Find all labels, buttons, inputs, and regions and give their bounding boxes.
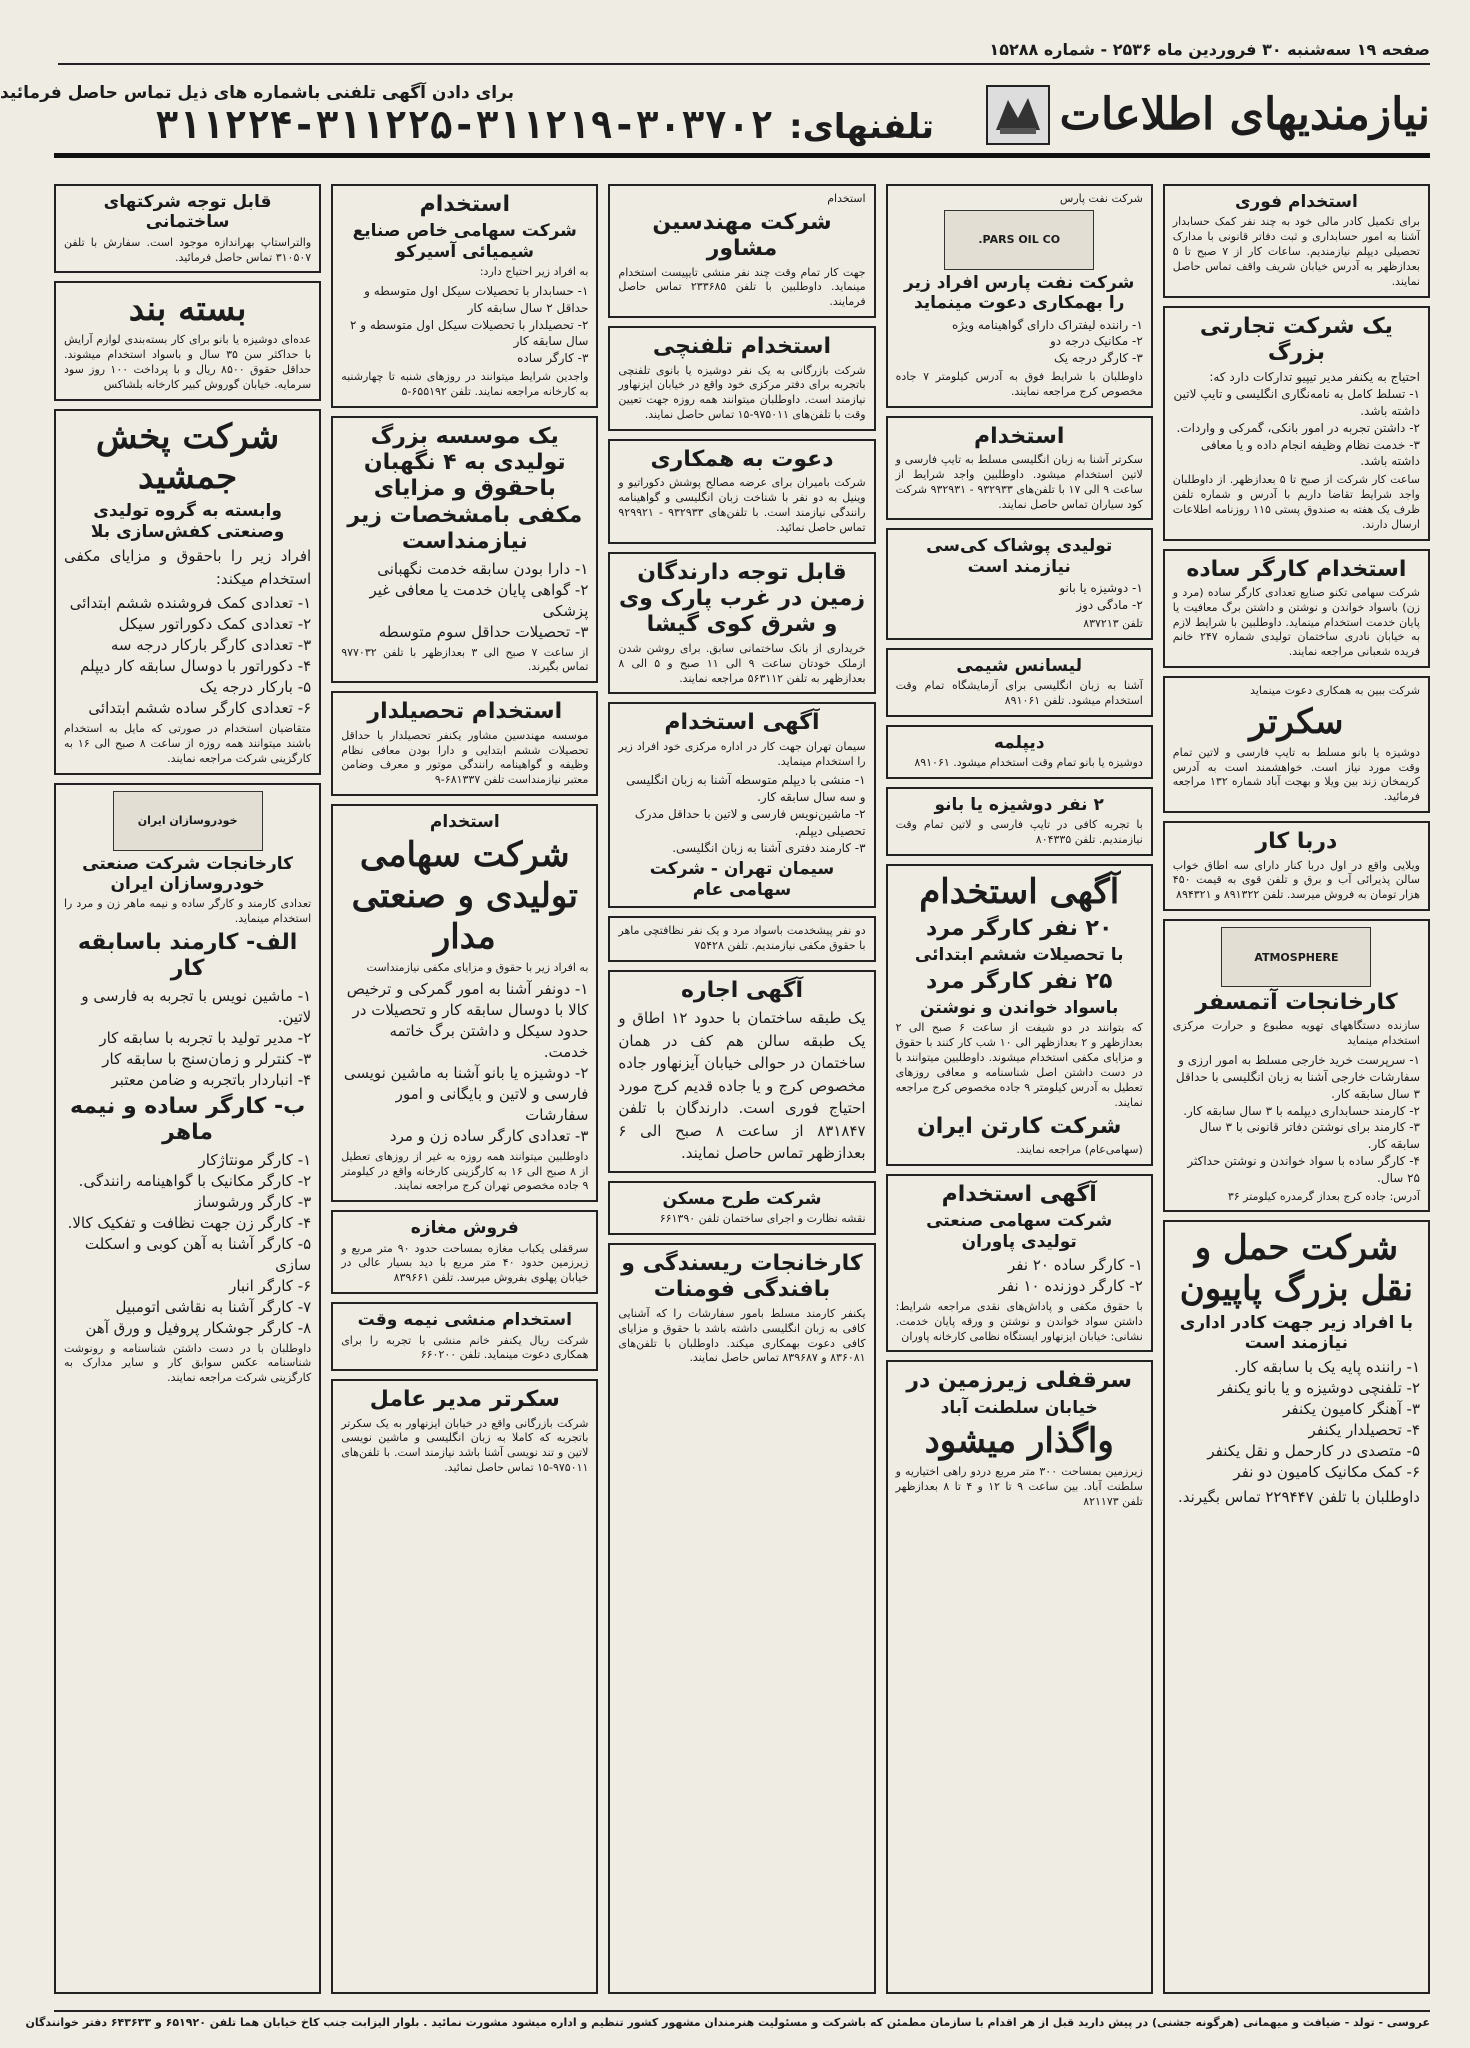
ad-body: یک طبقه ساختمان با حدود ۱۲ اطاق و یک طبقه سالن هم کف در همان ساختمان در حوالی خیابان آیزنهاور جاده مخصوص کرج و یا جاده قدیم کرج مورد احتیاج فوری است. دارندگان با تلفن ۸۳۱۸۴۷ از ساعت ۸ صبح الی ۶ بعدازظهر تماس حاصل نمایند.: [618, 1009, 866, 1163]
list-item: ۶- کمک مکانیک کامیون دو نفر: [1233, 1462, 1420, 1481]
ad-body: شرکت بازرگانی به یک نفر دوشیزه یا بانوی تلفنچی باتجربه برای دفتر مرکزی خود واقع در خیابان ایزنهاور نیازمند است. داوطلبان میتوانند همه روزه جهت تعیین وقت با تلفن‌های ۹۷۵۰۱۱-۱۵ تماس حاصل نمایند.: [618, 363, 866, 422]
list-item: ۲- ماشین‌نویس فارسی و لاتین با حداقل مدرک تحصیلی دیپلم.: [634, 807, 866, 838]
ad-clothing: [886, 528, 1153, 639]
list-item: ۲- تعدادی کمک دکوراتور سیکل: [118, 615, 312, 634]
ad-street: خیابان سلطنت آباد: [940, 1397, 1098, 1418]
ad-intro: شرکت ببین به همکاری دعوت مینماید: [1250, 684, 1420, 698]
ad-pars-oil: [886, 184, 1153, 408]
ad-title: آگهی استخدام: [664, 710, 820, 736]
list-item: ۱- سرپرست خرید خارجی مسلط به امور ارزی و سفارشات خارجی آشنا به زبان انگلیسی با حداقل ۳ سال سابقه کار.: [1175, 1053, 1420, 1101]
ad-cement: [608, 702, 875, 908]
ad-head: ۲۵ نفر کارگر مرد: [925, 968, 1113, 994]
ad-construction: [54, 184, 321, 273]
list-item: ۵- متصدی در کارحمل و نقل یکنفر: [1207, 1441, 1420, 1460]
ad-body: شرکت ریال یکنفر خانم منشی با تجربه را برای همکاری دعوت مینماید. تلفن ۶۶۰۲۰۰: [341, 1333, 589, 1362]
ad-title: شرکت مهندسین مشاور: [652, 209, 832, 262]
list-item: ۱- راننده لیفتراک دارای گواهینامه ویژه: [952, 317, 1143, 332]
ad-body: داوطلبان با شرایط فوق به آدرس کیلومتر ۷ جاده مخصوص کرج مراجعه نمایند.: [895, 370, 1143, 398]
ad-title: فروش مغازه: [410, 1218, 519, 1239]
list-item: ۶- تعدادی کارگر ساده ششم ابتدائی: [88, 699, 312, 718]
ad-transport: [1163, 1220, 1430, 1994]
page-info-bar: [58, 40, 1430, 65]
list-item: ۵- کارگر آشنا به آهن کوبی و اسکلت سازی: [84, 1234, 312, 1274]
ad-body: آشنا به زبان انگلیسی برای آزمایشگاه تمام وقت استخدام میشود. تلفن ۸۹۱۰۶۱: [895, 679, 1143, 707]
ad-title: آگهی اجاره: [680, 977, 804, 1003]
ad-body: ساعت کار شرکت از صبح تا ۵ بعدازظهر. از داوطلبان واجد شرایط تقاضا داریم با آدرس و شماره تلفن ظرف یک هفته به صندوق پستی ۱۱۵ روزنامه اطلاعات ارسال دارند.: [1172, 473, 1420, 531]
ad-intro: شرکت نفت پارس افراد زیر را بهمکاری دعوت مینماید: [904, 272, 1135, 314]
list-item: ۲- داشتن تجربه در امور بانکی، گمرکی و واردات.: [1176, 420, 1420, 435]
section-heading: ب- کارگر ساده و نیمه ماهر: [69, 1093, 306, 1146]
ad-title: کارخانجات ریسندگی و بافندگی فومنات: [621, 1251, 863, 1303]
ad-title: دیپلمه: [993, 732, 1045, 753]
list-item: ۱- تعدادی کمک فروشنده ششم ابتدائی: [69, 594, 312, 613]
list-item: احتیاج به یکنفر مدیر تیپیو تدارکات دارد که:: [1209, 370, 1420, 385]
ad-columns: [54, 184, 1430, 1994]
ad-title: شرکت حمل و نقل بزرگ پاپیون: [1179, 1228, 1414, 1310]
ad-villa: [1163, 821, 1430, 911]
ad-land: [608, 552, 875, 695]
ad-estekhdam: [886, 416, 1153, 521]
ad-fouri: [1163, 184, 1430, 298]
ad-body: واجدین شرایط میتوانند در روزهای شنبه تا چهارشنبه به کارخانه مراجعه نمایند. تلفن ۶۵۵۱۹۲-۵: [341, 370, 589, 398]
ad-telephonist: [608, 326, 875, 431]
ad-body: جهت کار تمام وقت چند نفر منشی تایپیست استخدام مینماید. داوطلبین با تلفن ۲۳۳۶۸۵ تماس حاصل فرمایند.: [618, 265, 866, 309]
list-item: ۳- تعدادی کارگر ساده زن و مرد: [389, 1126, 589, 1145]
list-item: ۳- تعدادی کارگر بارکار درجه سه: [110, 636, 312, 655]
ad-housing-design: [608, 1181, 875, 1235]
ad-subtitle: شرکت سهامی خاص صنایع شیمیائی آسیرکو: [352, 221, 577, 262]
ad-pavaran: [886, 1174, 1153, 1353]
list-item: ۲- تحصیلدار با تحصیلات سیکل اول متوسطه و ۲ سال سابقه کار: [349, 317, 589, 349]
ad-subtitle: شرکت سهامی صنعتی تولیدی پاوران: [926, 1211, 1113, 1252]
list-item: ۲- دوشیزه یا بانو آشنا به ماشین نویسی فارسی و لاتین و بایگانی و امور سفارشات: [343, 1063, 589, 1124]
ad-two-ladies: [886, 787, 1153, 856]
ad-body: متقاضیان استخدام در صورتی که مایل به استخدام باشند میتوانند همه روزه از ساعت ۸ صبح الی ۱۶ به کارگزینی شرکت مراجعه نمایند.: [63, 722, 312, 765]
list-item: ۳- خدمت نظام وظیفه انجام داده و یا معافی داشته باشد.: [1200, 437, 1420, 469]
footer-strip: [25, 2010, 1430, 2029]
ad-body: داوطلبین میتوانند همه روزه به غیر از روزهای تعطیل از ۸ صبح الی ۱۶ به کارگزینی کارخانه واقع در کیلومتر ۹ جاده مخصوص تهران کرج مراجعه نمایند.: [341, 1149, 589, 1193]
ad-title: سرقفلی زیرزمین در: [906, 1368, 1133, 1394]
ad-iran-khodro: [54, 783, 321, 1994]
ad-title: آگهی استخدام: [919, 872, 1120, 913]
column-4: [331, 184, 598, 1994]
ad-title: دربا کار: [1255, 829, 1338, 855]
ad-body: خریداری از بانک ساختمانی سابق. برای روشن شدن ازملک خودتان ساعت ۹ الی ۱۱ صبح و ۵ الی ۸ بعدازظهر به تلفن ۵۶۳۱۱۲ مراجعه نمایند.: [618, 641, 866, 685]
list-item: ۳- کنترلر و زمان‌سنج با سابقه کار: [102, 1049, 312, 1068]
ad-title: استخدام تلفنچی: [652, 334, 832, 360]
masthead-title: نیازمندیهای اطلاعات: [1059, 89, 1430, 140]
list-item: ۷- کارگر آشنا به نقاشی اتومبیل: [115, 1297, 312, 1316]
ad-rent: [608, 970, 875, 1173]
column-2: [886, 184, 1153, 1994]
list-item: ۵- بارکار درجه یک: [199, 678, 312, 697]
ad-packer: [54, 281, 321, 400]
ad-title: استخدام منشی نیمه وقت: [357, 1310, 572, 1331]
ad-intro: به افراد زیر با حقوق و مزایای مکفی نیازمنداست: [366, 960, 589, 974]
ad-body: سیمان تهران جهت کار در اداره مرکزی خود افراد زیر را استخدام مینماید.: [618, 739, 866, 768]
ad-body: دوشیزه یا بانو مسلط به تایپ فارسی و لاتین تمام وقت مورد نیاز است. خواهشمند است به آدرس کریمخان زند بین ویلا و بهجت آباد شماره ۱۳۲ مراجعه فرمائید.: [1172, 745, 1420, 804]
ad-title: تولیدی پوشاک کی‌سی نیازمند است: [926, 536, 1113, 577]
ad-collector: [331, 691, 598, 796]
phones-value: ۳۱۱۲۲۴-۳۱۱۲۲۵-۳۱۱۲۱۹-۳۰۳۷۰۲: [155, 102, 774, 147]
section-heading: الف- کارمند باسابقه کار: [77, 930, 298, 982]
list-item: ۲- کارگر دوزنده ۱۰ نفر: [998, 1276, 1143, 1295]
ad-title: استخدام: [974, 423, 1065, 449]
ad-subtitle: با افراد زیر جهت کادر اداری نیازمند است: [1179, 1312, 1413, 1354]
ad-body: نقشه نظارت و اجرای ساختمان تلفن ۶۶۱۳۹۰: [659, 1212, 866, 1226]
ad-title: سکرتر: [1249, 702, 1344, 742]
masthead-logo-icon: [986, 85, 1050, 145]
ad-basement: [886, 1360, 1153, 1994]
ad-body: با تجربه کافی در تایپ فارسی و لاتین تمام وقت نیازمندیم. تلفن ۸۰۴۳۳۵: [895, 818, 1143, 847]
phone-line: [155, 103, 934, 147]
ad-intro: تعدادی کارمند و کارگر ساده و نیمه ماهر زن و مرد را استخدام مینماید.: [63, 897, 312, 926]
footer-text: عروسی - تولد - ضیافت و میهمانی (هرگونه جشنی) در پیش دارید قبل از هر اقدام با سازمان مطمئن که باشرکت و مسئولیت هنرمندان مشهور کشور تنظیم و اداره میشود مشورت نمائید . بلوار الیزابت جنب کاخ خیابان هما تلفن ۶۵۱۹۲۰ و ۶۴۳۶۳۳ دفتر خوانندگان: [25, 2016, 1430, 2029]
ad-ceo-secretary: [331, 1379, 598, 1994]
list-item: ۱- حسابدار با تحصیلات سیکل اول متوسطه و حداقل ۲ سال سابقه کار: [364, 284, 589, 315]
ad-subtitle: وابسته به گروه تولیدی وصنعتی کفش‌سازی بلا: [90, 501, 285, 542]
ad-body: والتراستاپ بهراندازه موجود است. سفارش با تلفن ۳۱۰۵۰۷ تماس حاصل فرمائید.: [63, 235, 312, 264]
ad-secretary: [1163, 676, 1430, 813]
list-item: ۱- منشی با دیپلم متوسطه آشنا به زبان انگلیسی و سه سال سابقه کار.: [626, 773, 866, 805]
list-item: ۱- راننده پایه یک با سابقه کار.: [1234, 1357, 1420, 1376]
masthead-header: [0, 76, 1430, 158]
ad-footer: (سهامی‌عام) مراجعه نمایند.: [1016, 1142, 1143, 1156]
masthead: [990, 76, 1430, 153]
list-item: ۴- کارگر ساده با سواد خواندن و نوشتن حداکثر ۲۵ سال.: [1187, 1153, 1420, 1185]
ad-trading-company: [1163, 306, 1430, 541]
column-5: [54, 184, 321, 1994]
ad-body: شرکت بامیران برای عرضه مصالح پوشش دکوراتیو و وینیل به دو نفر با شناخت زبان انگلیسی و گواهینامه رانندگی نیازمند است. با تلفن‌های ۹۳۲۹۳۳ - ۹۲۹۹۲۱ تماس حاصل نمائید.: [618, 476, 866, 534]
list-item: ۳- کارگر ورشوساز: [194, 1192, 312, 1211]
ad-body: دوشیزه یا بانو تمام وقت استخدام میشود. ۸۹۱۰۶۱: [914, 756, 1143, 770]
phones-label: تلفنهای:: [789, 106, 934, 147]
list-item: ۲- گواهی پایان خدمت یا معافی غیر پزشکی: [369, 580, 589, 620]
column-3: [608, 184, 875, 1994]
ad-jamshid: [54, 409, 321, 775]
ad-body: با حقوق مکفی و پاداش‌های نقدی مراجعه شرایط: داشتن سواد خواندن و نوشتن و ورقه پایان خدمت. نشانی: خیابان ایزنهاور ایستگاه نظامی کارخانه پاوران: [895, 1299, 1143, 1343]
ad-address: آدرس: جاده کرج بعداز گرمدره کیلومتر ۳۶: [1227, 1189, 1420, 1203]
list-item: ۱- کارگر ساده ۲۰ نفر: [1008, 1255, 1143, 1274]
list-item: ۲- مکانیک درجه دو: [1050, 334, 1143, 349]
ad-body: یکنفر کارمند مسلط بامور سفارشات را که آشنایی کافی به زبان انگلیسی داشته باشد با حقوق و مزایای کافی دعوت بهمکاری میکند. داوطلبان با تلفن‌های ۸۳۶۰۸۱ و ۸۳۹۶۸۷ تماس حاصل نمایند.: [618, 1306, 866, 1365]
ad-contact: داوطلبان با تلفن ۲۲۹۴۴۷ تماس بگیرند.: [1178, 1487, 1420, 1506]
ad-title: دعوت به همکاری: [650, 446, 834, 472]
ad-body: ویلایی واقع در اول دربا کنار دارای سه اطاق خواب سالن پذیرائی آب و برق و تلفن قوی به قیمت ۴۵۰ هزار تومان به فروش میرسد. تلفن ۸۹۱۳۲۲ و ۸۹۴۳۲۱: [1172, 858, 1420, 902]
list-item: ۳- کارمند دفتری آشنا به زبان انگلیسی.: [672, 840, 866, 855]
phone-note: برای دادن آگهی تلفنی باشماره های ذیل تماس حاصل فرمائید: [0, 82, 514, 103]
ad-title: آگهی استخدام: [941, 1181, 1097, 1207]
ad-sub: باسواد خواندن و نوشتن: [919, 998, 1119, 1019]
list-item: ۲- مادگی دوز: [1076, 598, 1143, 613]
ad-title: یک موسسه بزرگ تولیدی به ۴ نگهبان باحقوق و مزایای مکفی بامشخصات زیر نیازمنداست: [347, 423, 583, 555]
ad-carton-iran: [886, 864, 1153, 1166]
list-item: ۲- مدیر تولید با تجربه با سابقه کار: [99, 1028, 312, 1047]
ad-company: شرکت کارتن ایران: [917, 1113, 1122, 1139]
ad-body: شرکت سهامی تکنو صنایع تعدادی کارگر ساده (مرد و زن) باسواد خواندن و نوشتن و داشتن برگ معافیت یا پایان خدمت استخدام مینماید. داوطلبین با شرایط لازم به خیابان نادری ساختمان تولیدی شماره ۲۴۷ خانم فریده شعبانی مراجعه نمایند.: [1172, 585, 1421, 659]
ad-title: سکرتر مدیر عامل: [369, 1387, 560, 1413]
ad-chemistry: [886, 648, 1153, 717]
list-item: ۴- دکوراتور با دوسال سابقه کار دیپلم: [80, 657, 312, 676]
list-item: ۳- تحصیلات حداقل سوم متوسطه: [378, 622, 589, 641]
ad-part-time: [331, 1302, 598, 1371]
ad-label: استخدام: [827, 192, 866, 205]
ad-body: سکرتر آشنا به زبان انگلیسی مسلط به تایپ فارسی و لاتین استخدام میشود. داوطلبین واجد شرایط از ساعت ۹ الی ۱۷ با تلفن‌های ۹۳۲۹۳۳ - ۹۳۲۹۳۱ شرکت کود سیاران تماس حاصل نمایند.: [895, 453, 1143, 511]
ad-title: کارخانجات آتمسفر: [1195, 990, 1398, 1016]
list-item: ۱- دونفر آشنا به امور گمرکی و ترخیص کالا با دوسال سابقه کار و تحصیلات در حدود سیکل و داشتن برگ خاتمه خدمت.: [346, 979, 589, 1061]
ad-sub: با تحصیلات ششم ابتدائی: [914, 945, 1124, 966]
list-item: ۳- کارگر درجه یک: [1054, 351, 1143, 366]
ad-company: شرکت نفت پارس: [1059, 192, 1143, 205]
ad-diploma: [886, 725, 1153, 779]
list-item: ۳- آهنگر کامیون یکنفر: [1283, 1399, 1420, 1418]
list-item: ۱- ماشین نویس با تجربه به فارسی و لاتین.: [81, 986, 312, 1026]
list-item: ۴- کارگر زن جهت نظافت و تفکیک کالا.: [67, 1213, 312, 1232]
list-item: ۴- انباردار باتجربه و ضامن معتبر: [111, 1070, 312, 1089]
ad-guards: [331, 416, 598, 684]
ad-body: سرقفلی یکباب مغازه بمساحت حدود ۹۰ متر مربع و زیرزمین حدود ۴۰ متر مربع با دید بسیار عالی در خیابان پهلوی بفروش میرسد. تلفن ۸۳۹۶۶۱: [341, 1241, 589, 1285]
ad-small: [608, 916, 875, 962]
ad-company: سیمان تهران - شرکت سهامی عام: [649, 859, 835, 900]
ad-label: استخدام: [429, 812, 500, 833]
list-item: ۴- تحصیلدار یکنفر: [1308, 1420, 1420, 1439]
ad-body: داوطلبان با در دست داشتن شناسنامه و رونوشت شناسنامه عکس سوابق کار و سایر مدارک به کارگزینی شرکت مراجعه نمایند.: [63, 1341, 312, 1385]
list-item: ۲- کارگر مکانیک با گواهینامه رانندگی.: [78, 1171, 312, 1190]
ad-contact: تلفن ۸۳۷۲۱۳: [1083, 616, 1143, 630]
list-item: ۱- تسلط کامل به نامه‌نگاری انگلیسی و تایپ لاتین داشته باشد.: [1173, 387, 1420, 418]
ad-title: استخدام کارگر ساده: [1186, 556, 1407, 582]
ad-title: ۲ نفر دوشیزه یا بانو: [934, 795, 1104, 815]
list-item: ۱- دارا بودن سابقه خدمت نگهبانی: [377, 559, 589, 578]
list-item: ۲- تلفنچی دوشیزه و یا بانو یکنفر: [1217, 1378, 1420, 1397]
list-item: ۱- کارگر مونتاژکار: [198, 1150, 312, 1169]
ad-asirco: [331, 184, 598, 408]
page-info: صفحه ۱۹ سه‌شنبه ۳۰ فروردین ماه ۲۵۳۶ - شماره ۱۵۲۸۸: [989, 40, 1430, 59]
ad-body: از ساعت ۷ صبح الی ۳ بعدازظهر با تلفن ۹۷۷۰۳۲ تماس بگیرند.: [341, 645, 589, 674]
ad-shop-sale: [331, 1210, 598, 1294]
ad-title: لیسانس شیمی: [956, 655, 1082, 676]
ad-title: استخدام: [419, 192, 510, 217]
ad-body: شرکت بازرگانی واقع در خیابان ایزنهاور به یک سکرتر باتجربه که کاملا به زبان انگلیسی و ماشین نویسی لاتین و تند نویسی آشنا باشد نیازمند است. با تلفن‌های ۹۷۵۰۱۱-۱۵ تماس حاصل نمائید.: [341, 1416, 589, 1475]
pars-oil-logo-icon: PARS OIL CO.: [944, 210, 1094, 270]
ad-consulting: [608, 184, 875, 318]
ad-cooperation: [608, 439, 875, 544]
ad-title: یک شرکت تجارتی بزرگ: [1199, 313, 1393, 365]
list-item: ۸- کارگر جوشکار پروفیل و ورق آهن: [85, 1318, 312, 1337]
atmosphere-logo-icon: ATMOSPHERE: [1221, 927, 1371, 987]
khodrosazan-logo-icon: خودروسازان ایران: [113, 791, 263, 851]
ad-body: عده‌ای دوشیزه یا بانو برای کار بسته‌بندی لوازم آرایش با حداکثر سن ۳۵ سال و باسواد استخدام میشوند. حداقل حقوق ۸۵۰۰ ریال و با پرداخت ۱۰۰ روز سود سرمایه. خیابان گوروش کبیر کارخانه بلشاکس: [63, 333, 312, 391]
ad-status: واگذار میشود: [924, 1421, 1114, 1462]
ad-textile: [608, 1243, 875, 1994]
ad-title: قابل توجه دارندگان زمین در غرب پارک وی و شرق کوی گیشا: [618, 559, 865, 638]
list-item: ۱- دوشیزه یا بانو: [1059, 581, 1143, 596]
ad-atmosfer: [1163, 919, 1430, 1212]
ad-title: قابل توجه شرکتهای ساختمانی: [103, 192, 272, 233]
ad-title: شرکت سهامی تولیدی و صنعتی مدار: [351, 835, 578, 958]
ad-body: موسسه مهندسین مشاور یکنفر تحصیلدار با حداقل تحصیلات ششم ابتدایی و دارا بودن معافی نظام وظیفه و گواهینامه رانندگی موتور و معرف وضامن معتبر نیازمنداست تلفن ۶۸۱۳۳۷-۹: [341, 728, 589, 787]
ad-head: ۲۰ نفر کارگر مرد: [925, 915, 1113, 941]
phone-block: [0, 76, 934, 153]
ad-title: استخدام تحصیلدار: [367, 699, 563, 725]
list-item: ۶- کارگر انبار: [229, 1276, 312, 1295]
ad-title: بسته بند: [128, 289, 247, 330]
list-item: ۳- کارمند برای نوشتن دفاتر قانونی با ۳ سال سابقه کار.: [1199, 1120, 1420, 1152]
ad-title: شرکت پخش جمشید: [95, 416, 280, 498]
ad-title: شرکت طرح مسکن: [662, 1188, 822, 1209]
ad-title: کارخانجات شرکت صنعتی خودروسازان ایران: [82, 853, 294, 894]
list-item: ۳- کارگر ساده: [517, 351, 589, 366]
ad-body: زیرزمین بمساحت ۳۰۰ متر مربع دردو راهی اختیاریه و سلطنت آباد. بین ساعت ۹ تا ۱۲ و ۴ تا ۸ بعدازظهر تلفن ۸۲۱۱۷۳: [895, 1465, 1143, 1508]
ad-subtitle: سازنده دستگاههای تهویه مطبوع و حرارت مرکزی استخدام مینماید: [1172, 1019, 1420, 1048]
ad-intro: افراد زیر را باحقوق و مزایای مکفی استخدام میکند:: [63, 547, 312, 588]
ad-body: دو نفر پیشخدمت باسواد مرد و یک نفر نظافتچی ماهر با حقوق مکفی نیازمندیم. تلفن ۷۵۴۲۸: [618, 924, 866, 953]
list-item: ۲- کارمند حسابداری دیپلمه با ۳ سال سابقه کار.: [1183, 1103, 1420, 1118]
ad-body: برای تکمیل کادر مالی خود به چند نفر کمک حسابدار آشنا به امور حسابداری و ثبت دفاتر قانونی با مدارک تحصیلی دیپلم نیازمندیم. ساعات کار از ۷ صبح تا ۵ بعدازظهر به آدرس خیابان شریف واقف تماس حاصل نمایند.: [1172, 215, 1420, 288]
ad-intro: به افراد زیر احتیاج دارد:: [479, 265, 589, 279]
ad-body: که بتوانند در دو شیفت از ساعت ۶ صبح الی ۲ بعدازظهر و ۲ بعدازظهر الی ۱۰ شب کار کنند با حقوق و مزایای مکفی استخدام میشوند. داوطلبین میتوانند با در دست داشتن اصل شناسنامه و معافی روزهای تعطیل به آدرس کیلومتر ۹ جاده مخصوص کرج مراجعه نمایند.: [895, 1021, 1143, 1109]
ad-title: استخدام فوری: [1234, 192, 1358, 212]
column-1: [1163, 184, 1430, 1994]
ad-simple-worker: [1163, 549, 1430, 669]
ad-modar: [331, 804, 598, 1202]
